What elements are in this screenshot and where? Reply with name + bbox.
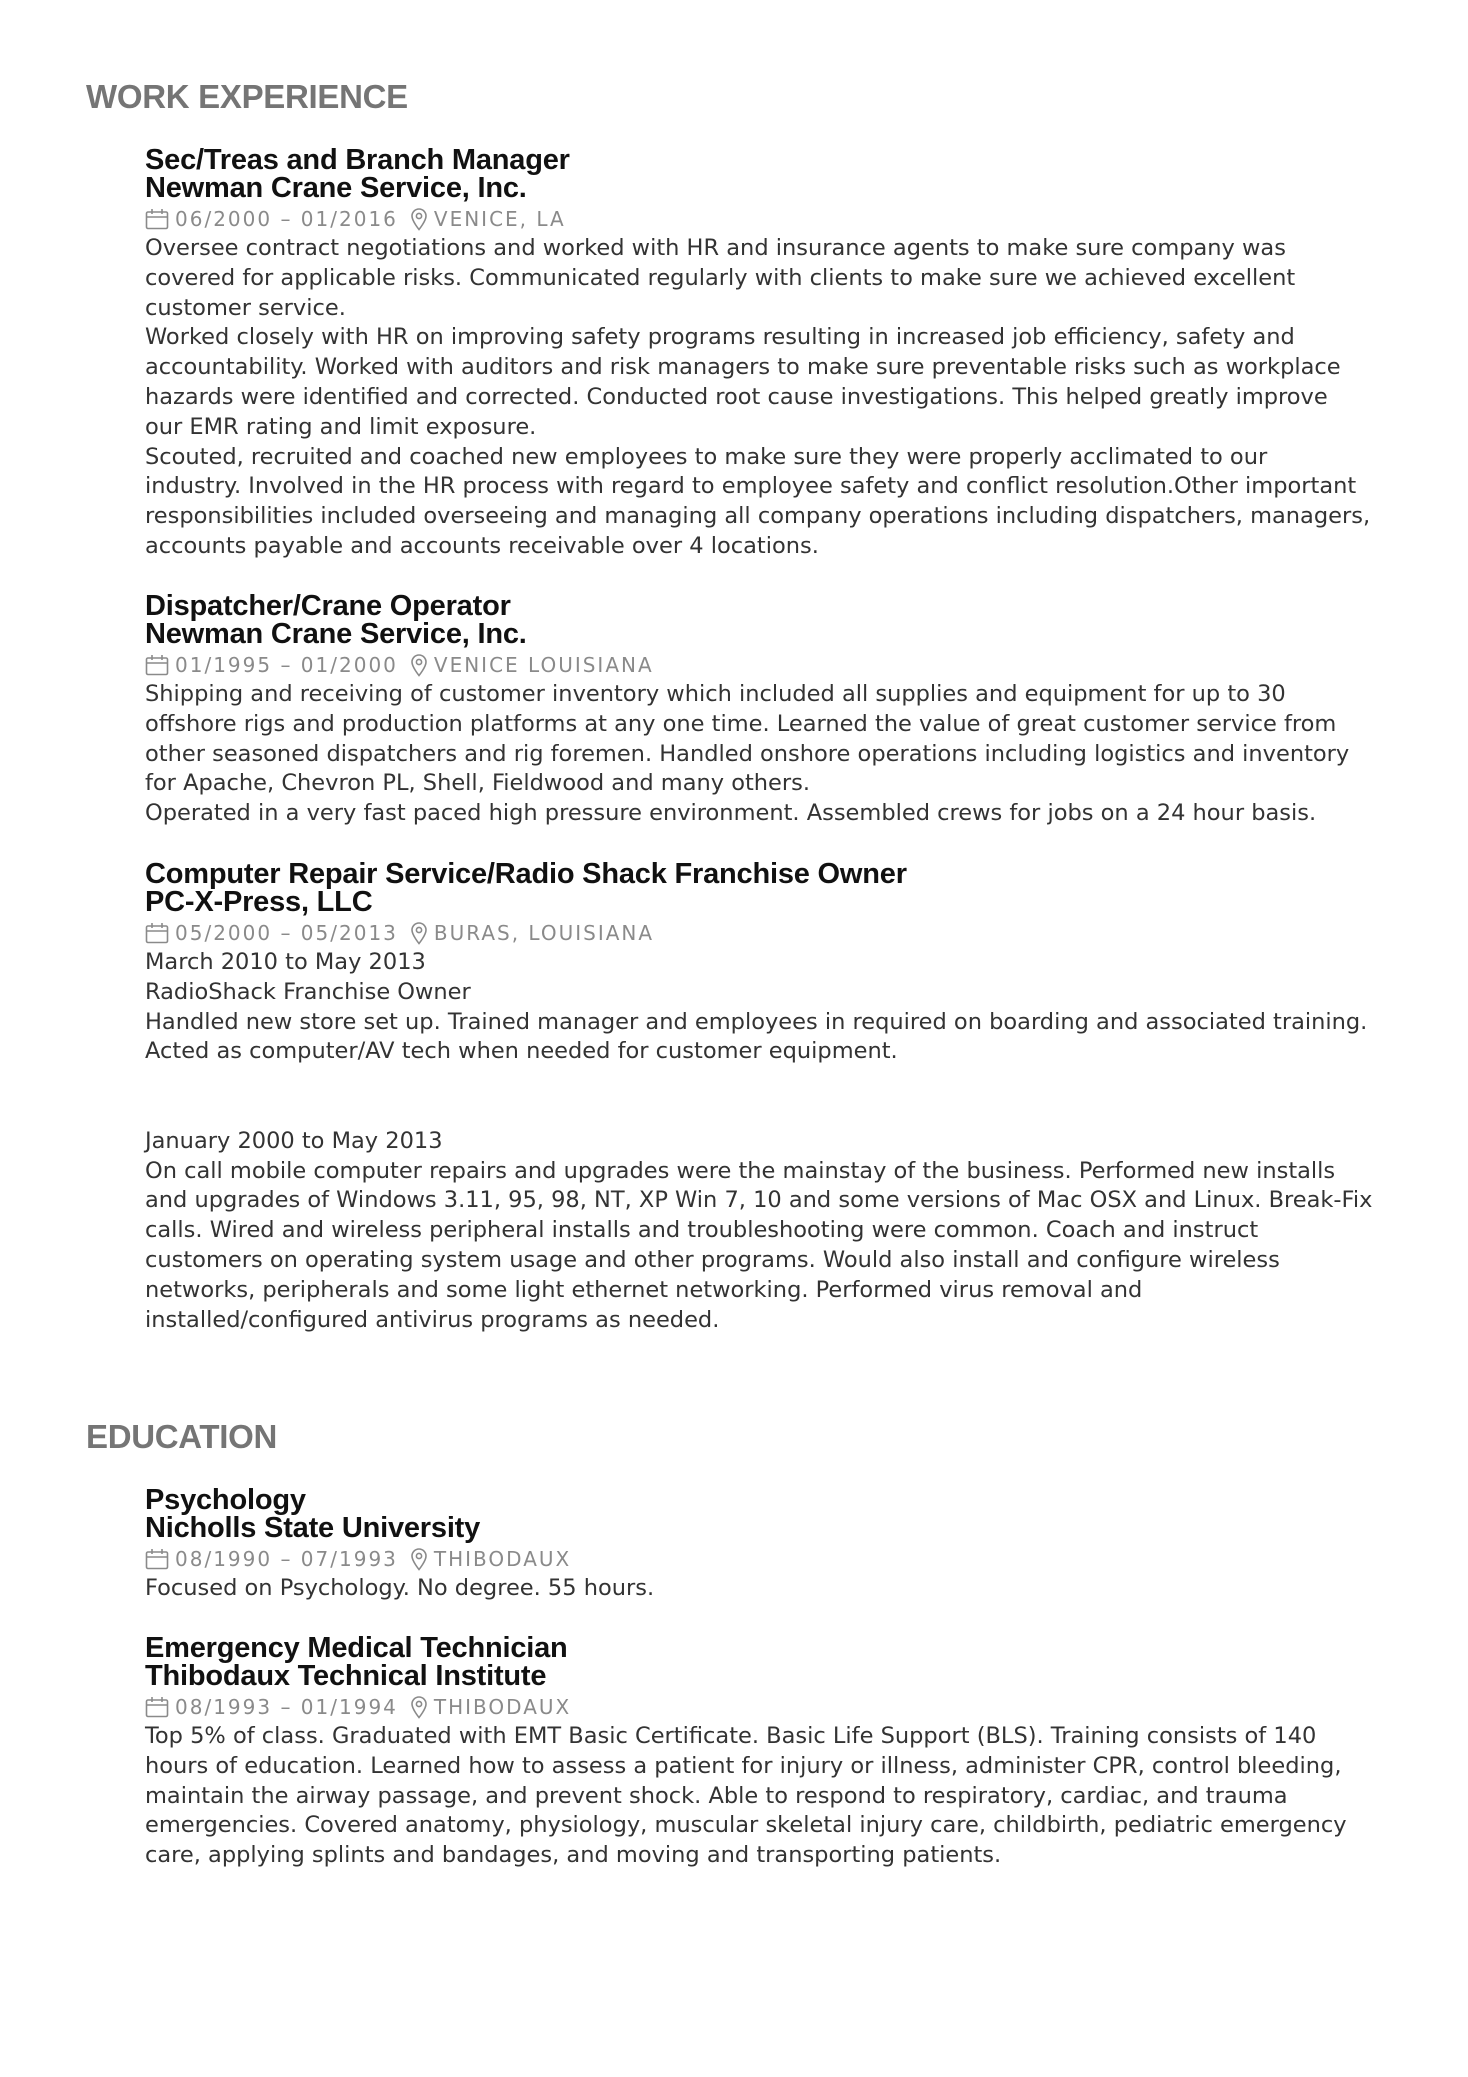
entry-dates: 01/1995 – 01/2000 bbox=[175, 653, 398, 677]
map-pin-icon bbox=[410, 653, 428, 677]
map-pin-icon bbox=[410, 1695, 428, 1719]
calendar-icon bbox=[145, 1696, 169, 1718]
entry-title: Emergency Medical Technician bbox=[145, 1632, 568, 1664]
work-experience-heading: WORK EXPERIENCE bbox=[86, 78, 408, 115]
entry-organization: PC-X-Press, LLC bbox=[145, 886, 373, 918]
entry-description: Shipping and receiving of customer inventory which included all supplies and equipment for up to 30 offshore rigs and production platforms at any one time. Learned the value of great customer service from other seasoned dispatchers and rig foremen. Handled onshore operations including logistics and inventory for Apache, Chevron PL, Shell, Fieldwood and many others. Operated in a very fast paced high pressure environment. Assembled crews for jobs on a 24 hour basis. bbox=[145, 681, 1350, 827]
entry-organization: Thibodaux Technical Institute bbox=[145, 1660, 547, 1692]
entry-organization: Newman Crane Service, Inc. bbox=[145, 172, 527, 204]
calendar-icon bbox=[145, 922, 169, 944]
entry-location: VENICE, LA bbox=[433, 207, 566, 231]
entry-meta bbox=[145, 650, 1385, 680]
entry-location: THIBODAUX bbox=[433, 1695, 572, 1719]
entry-meta bbox=[145, 1544, 1385, 1574]
entry-organization: Nicholls State University bbox=[145, 1512, 481, 1544]
entry-location: VENICE LOUISIANA bbox=[433, 653, 654, 677]
education-entry bbox=[145, 1634, 1385, 1871]
entry-description: Top 5% of class. Graduated with EMT Basic Certificate. Basic Life Support (BLS). Training consists of 140 hours of education. Learned how to assess a patient for injury or illness, administer CPR, control bleeding, maintain the airway passage, and prevent shock. Able to respond to respiratory, cardiac, and trauma emergencies. Covered anatomy, physiology, muscular skeletal injury care, childbirth, pediatric emergency care, applying splints and bandages, and moving and transporting patients. bbox=[145, 1723, 1347, 1869]
map-pin-icon bbox=[410, 921, 428, 945]
entry-dates: 08/1990 – 07/1993 bbox=[175, 1547, 398, 1571]
calendar-icon bbox=[145, 208, 169, 230]
entry-description: March 2010 to May 2013 RadioShack Franchise Owner Handled new store set up. Trained manager and employees in required on boarding and associated training. Acted as computer/AV tech when needed for customer equipment. January 2000 to May 2013 On call mobile computer repairs and upgrades were the mainstay of the business. Performed new installs and upgrades of Windows 3.11, 95, 98, NT, XP Win 7, 10 and some versions of Mac OSX and Linux. Break-Fix calls. Wired and wireless peripheral installs and troubleshooting were common. Coach and instruct customers on operating system usage and other programs. Would also install and configure wireless networks, peripherals and some light ethernet networking. Performed virus removal and installed/configured antivirus programs as needed. bbox=[145, 949, 1373, 1333]
work-entry bbox=[145, 592, 1385, 829]
entry-meta bbox=[145, 204, 1385, 234]
entry-title: Dispatcher/Crane Operator bbox=[145, 590, 511, 622]
entry-location: THIBODAUX bbox=[433, 1547, 572, 1571]
entry-meta bbox=[145, 1692, 1385, 1722]
entry-title: Computer Repair Service/Radio Shack Franchise Owner bbox=[145, 858, 907, 890]
entry-dates: 05/2000 – 05/2013 bbox=[175, 921, 398, 945]
entry-location: BURAS, LOUISIANA bbox=[433, 921, 655, 945]
entry-description: Oversee contract negotiations and worked with HR and insurance agents to make sure company was covered for applicable risks. Communicated regularly with clients to make sure we achieved excellent customer service. Worked closely with HR on improving safety programs resulting in increased job efficiency, safety and accountability. Worked with auditors and risk managers to make sure preventable risks such as workplace hazards were identified and corrected. Conducted root cause investigations. This helped greatly improve our EMR rating and limit exposure. Scouted, recruited and coached new employees to make sure they were properly acclimated to our industry. Involved in the HR process with regard to employee safety and conflict resolution.Other important responsibilities included overseeing and managing all company operations including dispatchers, managers, accounts payable and accounts receivable over 4 locations. bbox=[145, 235, 1371, 559]
education-entry bbox=[145, 1486, 1385, 1604]
entry-title: Sec/Treas and Branch Manager bbox=[145, 144, 570, 176]
entry-description: Focused on Psychology. No degree. 55 hours. bbox=[145, 1575, 655, 1601]
work-entry bbox=[145, 860, 1385, 1335]
calendar-icon bbox=[145, 654, 169, 676]
entry-dates: 08/1993 – 01/1994 bbox=[175, 1695, 398, 1719]
entry-dates: 06/2000 – 01/2016 bbox=[175, 207, 398, 231]
entry-organization: Newman Crane Service, Inc. bbox=[145, 618, 527, 650]
entry-meta bbox=[145, 918, 1385, 948]
calendar-icon bbox=[145, 1548, 169, 1570]
education-heading: EDUCATION bbox=[86, 1418, 278, 1455]
map-pin-icon bbox=[410, 1547, 428, 1571]
map-pin-icon bbox=[410, 207, 428, 231]
work-entry bbox=[145, 146, 1385, 562]
entry-title: Psychology bbox=[145, 1484, 306, 1516]
